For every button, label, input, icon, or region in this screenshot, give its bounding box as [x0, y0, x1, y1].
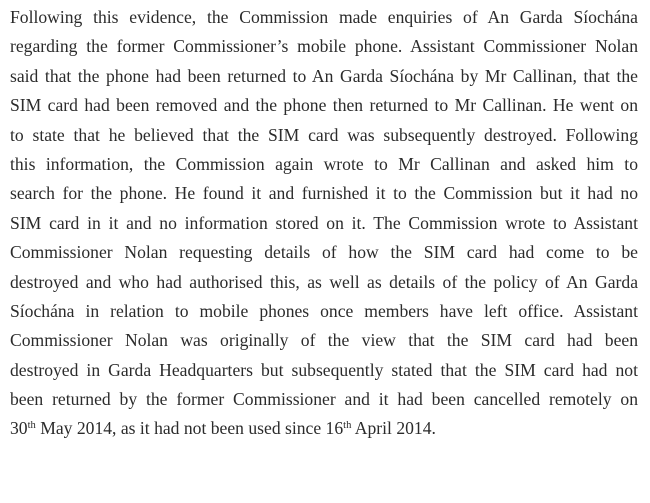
text-line-4: SIM card had been removed and the phone then returned to Mr Callinan. He went on: [10, 95, 638, 116]
text-line-10: destroyed and who had authorised this, as well as details of the policy of An Garda: [10, 271, 638, 292]
text-line-9: Commissioner Nolan requesting details of how the SIM card had come to be: [10, 242, 638, 263]
text-line-14: been returned by the former Commissioner and it had been cancelled remotely on: [10, 389, 638, 410]
text-line-8: SIM card in it and no information stored on it. The Commission wrote to Assistant: [10, 212, 638, 233]
ordinal-suffix: th: [27, 419, 36, 431]
text-line-15-middle: May 2014, as it had not been used since 16: [35, 418, 344, 439]
text-line-12: Commissioner Nolan was originally of the view that the SIM card had been: [10, 330, 638, 351]
text-line-6: this information, the Commission again wrote to Mr Callinan and asked him to: [10, 153, 638, 174]
date-day-30: 30: [10, 418, 28, 439]
paragraph: [10, 3, 638, 444]
text-line-5: to state that he believed that the SIM card was subsequently destroyed. Following: [10, 124, 638, 145]
text-line-15: [10, 414, 638, 443]
text-line-1: Following this evidence, the Commission made enquiries of An Garda Síochána: [10, 7, 638, 27]
text-line-15-end: April 2014.: [351, 418, 436, 439]
text-line-7: search for the phone. He found it and furnished it to the Commission but it had no: [10, 183, 638, 204]
ordinal-suffix: th: [343, 419, 352, 431]
text-line-2: regarding the former Commissioner’s mobile phone. Assistant Commissioner Nolan: [10, 36, 638, 57]
text-line-13: destroyed in Garda Headquarters but subsequently stated that the SIM card had not: [10, 359, 638, 380]
text-line-3: said that the phone had been returned to An Garda Síochána by Mr Callinan, that the: [10, 65, 638, 86]
text-line-11: Síochána in relation to mobile phones once members have left office. Assistant: [10, 300, 638, 321]
